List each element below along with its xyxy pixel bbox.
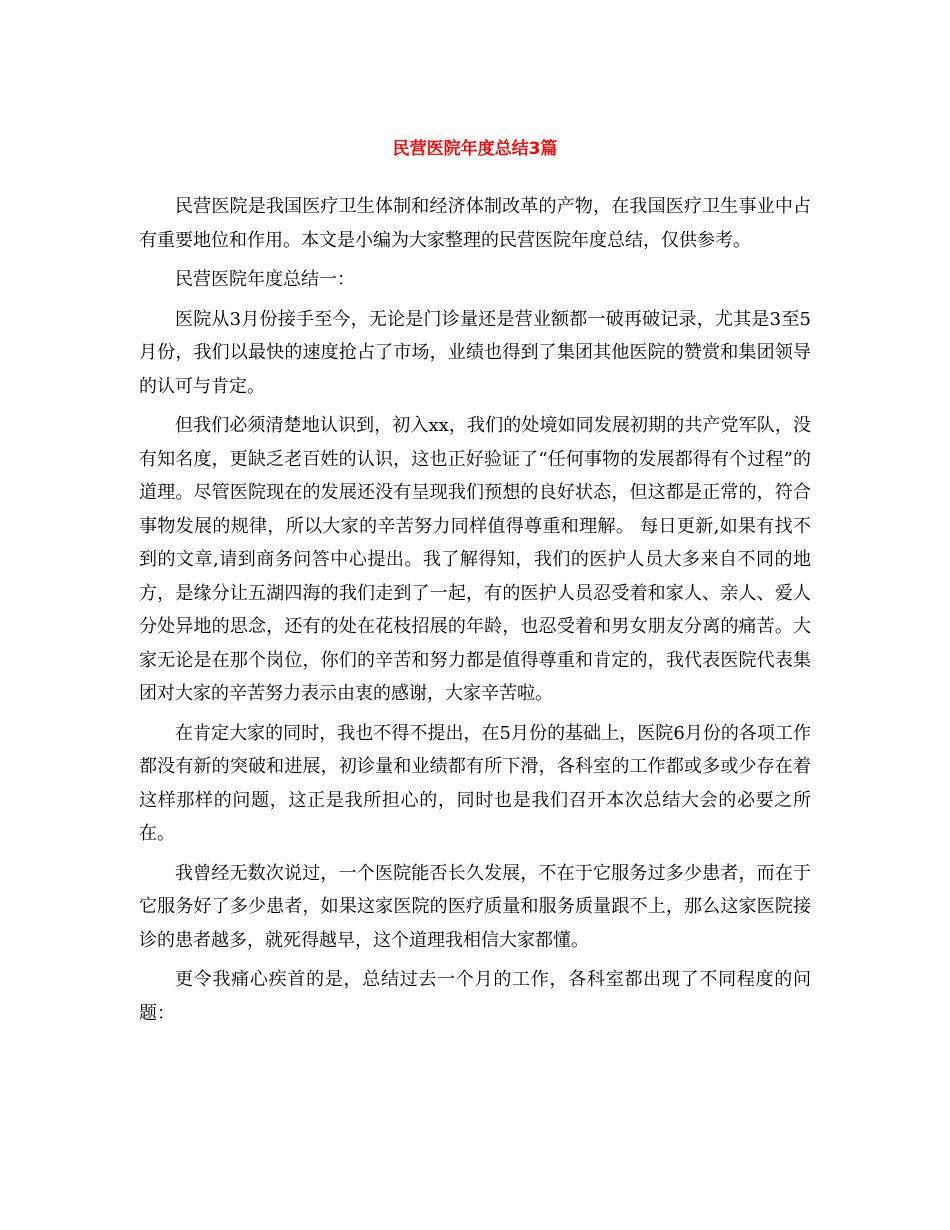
- paragraph-problems: 在肯定大家的同时，我也不得不提出，在5月份的基础上，医院6月份的各项工作都没有新的突破和进展，初诊量和业绩都有所下滑，各科室的工作都或多或少存在着这样那样的问题，这正是我所担心的，同时也是我们召开本次总结大会的必要之所在。: [139, 722, 811, 844]
- paragraph-departments: 更令我痛心疾首的是，总结过去一个月的工作，各科室都出现了不同程度的问题：: [139, 969, 811, 1024]
- document-body: [139, 190, 811, 1036]
- paragraph-quality: 我曾经无数次说过，一个医院能否长久发展，不在于它服务过多少患者，而在于它服务好了多少患者，如果这家医院的医疗质量和服务质量跟不上，那么这家医院接诊的患者越多，就死得越早，这个道理我相信大家都懂。: [139, 862, 811, 951]
- document-title: 民营医院年度总结3篇: [392, 139, 558, 159]
- paragraph-performance: 医院从3月份接手至今，无论是门诊量还是营业额都一破再破记录，尤其是3至5月份，我们以最快的速度抢占了市场，业绩也得到了集团其他医院的赞赏和集团领导的认可与肯定。: [139, 308, 811, 397]
- paragraph-section-heading: 民营医院年度总结一：: [175, 269, 355, 290]
- paragraph-situation: 但我们必须清楚地认识到，初入xx，我们的处境如同发展初期的共产党军队，没有知名度，更缺乏老百姓的认识，这也正好验证了“任何事物的发展都得有个过程”的道理。尽管医院现在的发展还没有呈现我们预想的良好状态，但这都是正常的，符合事物发展的规律，所以大家的辛苦努力同样值得尊重和理解。 每日更新,如果有找不到的文章,请到商务问答中心提出。我了解得知，我们的医护人员大多来自不同的地方，是缘分让五湖四海的我们走到了一起，有的医护人员忍受着和家人、亲人、爱人分处异地的思念，还有的处在花枝招展的年龄，也忍受着和男女朋友分离的痛苦。大家无论是在那个岗位，你们的辛苦和努力都是值得尊重和肯定的，我代表医院代表集团对大家的辛苦努力表示由衷的感谢，大家辛苦啦。: [139, 415, 811, 704]
- paragraph-intro: 民营医院是我国医疗卫生体制和经济体制改革的产物，在我国医疗卫生事业中占有重要地位和作用。本文是小编为大家整理的民营医院年度总结，仅供参考。: [139, 196, 811, 251]
